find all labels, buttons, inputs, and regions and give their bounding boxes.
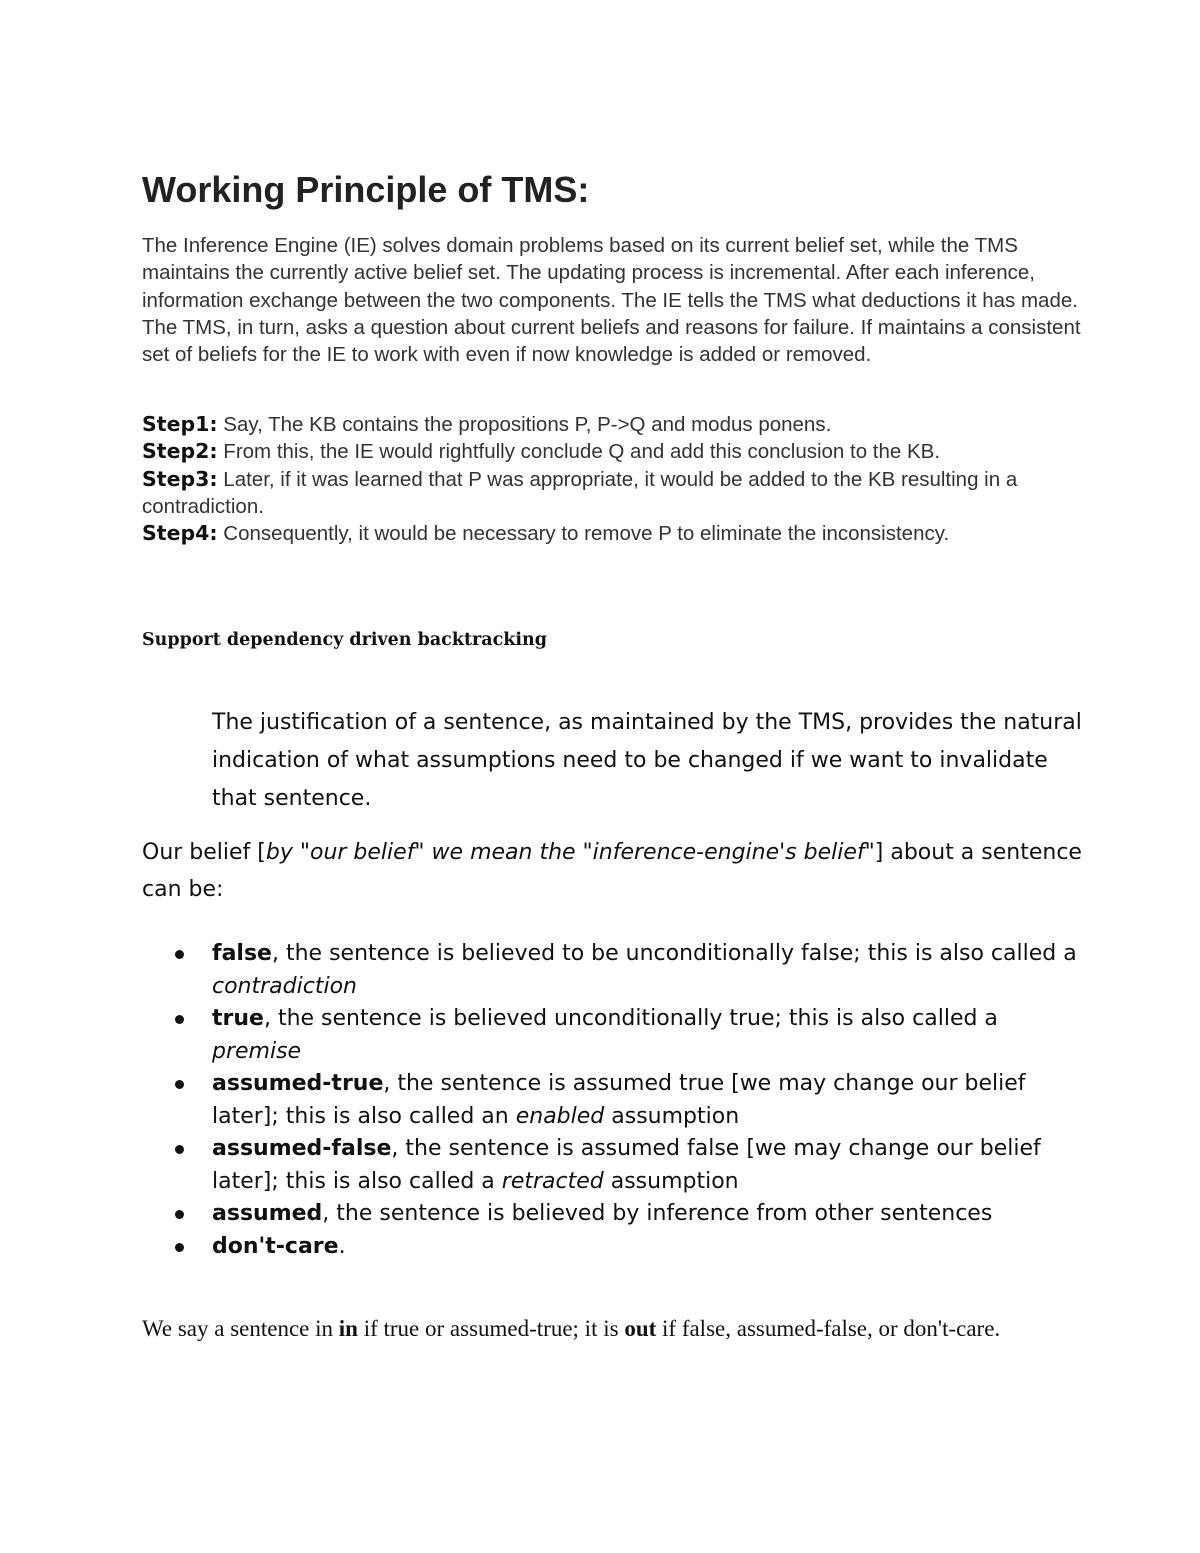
bullet-icon xyxy=(175,1015,184,1024)
closing-part3: if false, assumed-false, or don't-care. xyxy=(656,1316,1001,1341)
list-italic: contradiction xyxy=(212,973,357,999)
intro-paragraph: The Inference Engine (IE) solves domain problems based on its current belief set, while the TMS maintains the currently active belief set. The updating process is incremental. After each inference, information exchange between the two components. The IE tells the TMS what deductions it has made. The TMS, in turn, asks a question about current beliefs and reasons for failure. If maintains a consistent set of beliefs for the IE to work with even if now knowledge is added or removed. xyxy=(142,234,1081,367)
list-text: . xyxy=(338,1233,346,1259)
closing-paragraph xyxy=(142,1313,1062,1344)
step-label: Step3: xyxy=(142,466,218,491)
list-term: assumed xyxy=(212,1201,323,1226)
step-item xyxy=(142,411,1102,438)
step-text: Consequently, it would be necessary to remove P to eliminate the inconsistency. xyxy=(217,522,950,546)
belief-states-list xyxy=(142,938,1082,1263)
list-italic: retracted xyxy=(501,1168,604,1194)
list-item xyxy=(142,1068,1082,1133)
belief-suffix: ] about a sentence can be: xyxy=(142,840,1082,902)
list-term: don't-care xyxy=(212,1233,339,1259)
list-italic: enabled xyxy=(515,1103,605,1129)
list-text: , the sentence is assumed true [we may change our belief later]; this is also called an xyxy=(212,1071,1026,1129)
list-tail: assumption xyxy=(603,1168,739,1194)
belief-prefix: Our belief [ xyxy=(142,840,266,865)
bullet-icon xyxy=(175,1145,184,1154)
bullet-icon xyxy=(175,1210,184,1219)
justification-quote: The justification of a sentence, as maintained by the TMS, provides the natural indication of what assumptions need to be changed if we want to invalidate that sentence. xyxy=(212,710,1082,811)
step-label: Step4: xyxy=(142,521,218,546)
step-label: Step1: xyxy=(142,412,218,436)
list-text: , the sentence is believed by inference from other sentences xyxy=(322,1201,993,1226)
list-term: assumed-true xyxy=(212,1071,384,1096)
section-heading: Support dependency driven backtracking xyxy=(142,630,547,650)
bullet-icon xyxy=(175,950,184,959)
list-item xyxy=(142,1133,1082,1198)
list-tail: assumption xyxy=(604,1103,740,1129)
closing-part2: if true or assumed-true; it is xyxy=(357,1316,625,1341)
list-term: true xyxy=(212,1006,264,1031)
belief-italic: by "our belief" we mean the "inference-engine's belief" xyxy=(265,840,875,865)
step-text: From this, the IE would rightfully conclude Q and add this conclusion to the KB. xyxy=(217,440,941,464)
list-text: , the sentence is believed to be unconditionally false; this is also called a xyxy=(271,941,1077,966)
bullet-icon xyxy=(175,1080,184,1089)
closing-in: in xyxy=(338,1316,358,1341)
list-item xyxy=(142,1198,1082,1231)
step-item xyxy=(142,520,1102,547)
closing-part1: We say a sentence in xyxy=(142,1316,339,1341)
page-title: Working Principle of TMS: xyxy=(142,169,590,210)
list-text: , the sentence is assumed false [we may change our belief later]; this is also called a xyxy=(212,1136,1041,1194)
list-text: , the sentence is believed unconditionally true; this is also called a xyxy=(263,1006,998,1031)
closing-out: out xyxy=(624,1316,657,1341)
list-item xyxy=(142,1231,1082,1264)
list-term: assumed-false xyxy=(212,1136,392,1161)
steps-block xyxy=(142,411,1102,547)
step-text: Later, if it was learned that P was appropriate, it would be added to the KB resulting in a contradiction. xyxy=(142,467,1018,518)
list-term: false xyxy=(212,941,272,966)
step-item xyxy=(142,466,1102,521)
list-item xyxy=(142,1003,1082,1068)
step-label: Step2: xyxy=(142,439,218,464)
list-item xyxy=(142,938,1082,1003)
bullet-icon xyxy=(175,1243,184,1252)
belief-paragraph xyxy=(142,835,1082,908)
step-text: Say, The KB contains the propositions P, P->Q and modus ponens. xyxy=(217,413,832,436)
list-italic: premise xyxy=(212,1038,302,1064)
step-item xyxy=(142,438,1102,465)
